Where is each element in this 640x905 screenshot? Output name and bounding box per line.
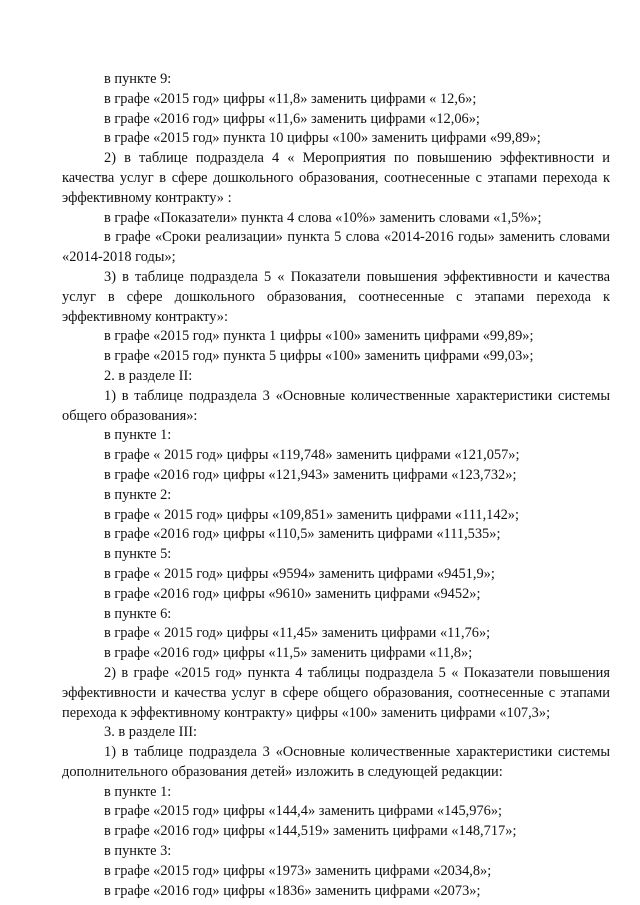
document-paragraph: в пункте 6: [104, 605, 172, 622]
document-paragraph: в графе « 2015 год» цифры «109,851» заменить цифрами «111,142»; [104, 506, 519, 523]
document-paragraph: в графе «2016 год» цифры «144,519» заменить цифрами «148,717»; [104, 823, 517, 840]
document-paragraph: в графе « 2015 год» цифры «119,748» заменить цифрами «121,057»; [104, 447, 520, 464]
document-paragraph: в графе «2016 год» цифры «11,6» заменить цифрами «12,06»; [104, 110, 480, 127]
document-paragraph: 1) в таблице подраздела 3 «Основные количественные характеристики системы общего образования»: [62, 387, 610, 424]
document-paragraph: в графе «Сроки реализации» пункта 5 слова «2014-2016 годы» заменить словами «2014-2018 годы»; [62, 229, 610, 266]
document-paragraph: в графе «2015 год» цифры «1973» заменить цифрами «2034,8»; [104, 862, 492, 879]
document-paragraph: 2) в графе «2015 год» пункта 4 таблицы подраздела 5 « Показатели повышения эффективности и качества услуг в сфере общего образования, соотнесенные с этапами перехода к эффективному контракту» цифры «100» заменить цифрами «107,3»; [62, 664, 610, 721]
document-paragraph: в графе «2015 год» пункта 5 цифры «100» заменить цифрами «99,03»; [104, 348, 534, 365]
document-paragraph: 2. в разделе II: [104, 367, 193, 384]
document-paragraph: 3) в таблице подраздела 5 « Показатели повышения эффективности и качества услуг в сфере дошкольного образования, соотнесенные с этапами перехода к эффективному контракту»: [62, 268, 610, 325]
document-paragraph: в графе «2015 год» цифры «11,8» заменить цифрами « 12,6»; [104, 90, 477, 107]
document-paragraph: в пункте 5: [104, 546, 172, 563]
document-paragraph: в графе «2016 год» цифры «121,943» заменить цифрами «123,732»; [104, 466, 517, 483]
document-paragraph: 1) в таблице подраздела 3 «Основные количественные характеристики системы дополнительного образования детей» изложить в следующей редакции: [62, 744, 610, 780]
document-paragraph: 2) в таблице подраздела 4 « Мероприятия по повышению эффективности и качества услуг в сфере дошкольного образования, соотнесенные с этапами перехода к эффективному контракту» : [62, 150, 610, 206]
document-paragraph: в графе «Показатели» пункта 4 слова «10%» заменить словами «1,5%»; [104, 209, 542, 226]
document-paragraph: в пункте 1: [104, 427, 172, 444]
document-body [62, 70, 610, 901]
document-paragraph: 3. в разделе III: [104, 724, 198, 741]
document-paragraph: в пункте 1: [104, 783, 172, 800]
document-paragraph: в пункте 3: [104, 843, 172, 860]
document-paragraph: в графе «2016 год» цифры «110,5» заменить цифрами «111,535»; [104, 526, 501, 543]
document-paragraph: в графе «2015 год» пункта 10 цифры «100» заменить цифрами «99,89»; [104, 130, 541, 147]
document-paragraph: в графе «2016 год» цифры «1836» заменить цифрами «2073»; [104, 882, 481, 899]
document-paragraph: в графе « 2015 год» цифры «9594» заменить цифрами «9451,9»; [104, 565, 495, 582]
document-paragraph: в графе « 2015 год» цифры «11,45» заменить цифрами «11,76»; [104, 625, 491, 642]
document-paragraph: в графе «2016 год» цифры «9610» заменить цифрами «9452»; [104, 585, 481, 602]
document-paragraph: в графе «2016 год» цифры «11,5» заменить цифрами «11,8»; [104, 645, 473, 662]
document-paragraph: в пункте 2: [104, 486, 172, 503]
document-paragraph: в графе «2015 год» цифры «144,4» заменить цифрами «145,976»; [104, 803, 503, 820]
document-paragraph: в пункте 9: [104, 71, 172, 87]
document-paragraph: в графе «2015 год» пункта 1 цифры «100» заменить цифрами «99,89»; [104, 328, 534, 345]
